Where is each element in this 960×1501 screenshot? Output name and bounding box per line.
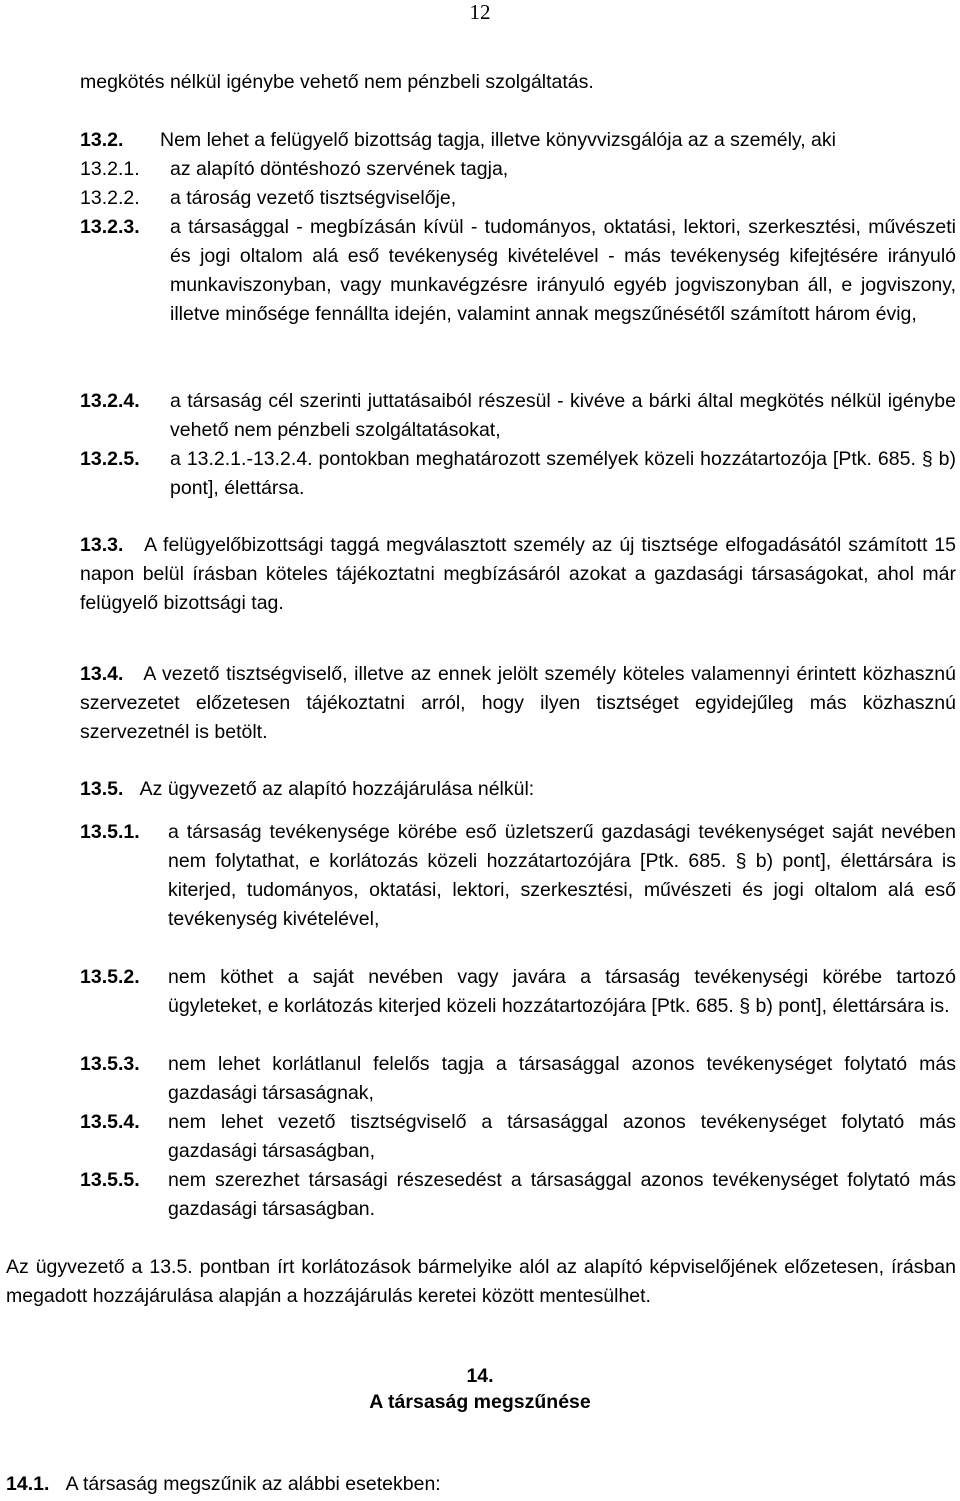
- section-number: 13.5.: [80, 778, 124, 800]
- item-text: az alapító döntéshozó szervének tagja,: [170, 158, 509, 180]
- item-text: nem lehet korlátlanul felelős tagja a társasággal azonos tevékenységet folytató más gazdasági társaságnak,: [168, 1053, 956, 1104]
- item-number: 13.2.2.: [80, 187, 140, 209]
- section-13-4: [80, 660, 956, 747]
- item-13-5-3: [80, 1050, 956, 1108]
- section-14-number: 14.: [466, 1365, 494, 1387]
- item-text: a 13.2.1.-13.2.4. pontokban meghatározott személyek közeli hozzátartozója [Ptk. 685. § b) pont], élettársa.: [170, 448, 956, 499]
- item-number: 13.2.1.: [80, 158, 140, 180]
- item-number: 13.5.1.: [80, 821, 140, 843]
- section-number: 13.2.: [80, 129, 124, 151]
- section-number: 13.4.: [80, 663, 124, 685]
- section-14-1: [6, 1470, 956, 1499]
- item-number: 13.2.4.: [80, 390, 140, 412]
- section-text: Nem lehet a felügyelő bizottság tagja, illetve könyvvizsgálója az a személy, aki: [160, 129, 836, 151]
- section-text: A társaság megszűnik az alábbi esetekben:: [65, 1473, 441, 1495]
- section-text: Az ügyvezető az alapító hozzájárulása nélkül:: [139, 778, 535, 800]
- item-13-5-5: [80, 1166, 956, 1224]
- item-text: nem lehet vezető tisztségviselő a társasággal azonos tevékenységet folytató más gazdasági társaságban,: [168, 1111, 956, 1162]
- item-13-5-2: [80, 963, 956, 1021]
- item-13-2-1: [80, 155, 956, 184]
- item-text: a tároság vezető tisztségviselője,: [170, 187, 457, 209]
- item-13-5-1: [80, 818, 956, 934]
- item-13-2-3: [80, 213, 956, 329]
- item-number: 13.2.5.: [80, 448, 140, 470]
- item-number: 13.5.5.: [80, 1169, 140, 1191]
- item-text: nem szerezhet társasági részesedést a társasággal azonos tevékenységet folytató más gazdasági társaságban.: [168, 1169, 956, 1220]
- item-13-2-4: [80, 387, 956, 445]
- intro-line: megkötés nélkül igénybe vehető nem pénzbeli szolgáltatás.: [80, 71, 594, 93]
- item-13-5-4: [80, 1108, 956, 1166]
- item-number: 13.5.2.: [80, 966, 140, 988]
- section-number: 14.1.: [6, 1473, 50, 1495]
- item-text: nem köthet a saját nevében vagy javára a társaság tevékenységi körébe tartozó ügyleteket, e korlátozás kiterjed közeli hozzátartozójára [Ptk. 685. § b) pont], élettársára is.: [168, 966, 956, 1017]
- exemption-paragraph: Az ügyvezető a 13.5. pontban írt korlátozások bármelyike alól az alapító képviselőjének előzetesen, írásban megadott hozzájárulása alapján a hozzájárulás keretei között mentesülhet.: [6, 1256, 956, 1307]
- item-number: 13.2.3.: [80, 216, 140, 238]
- section-number: 13.3.: [80, 534, 124, 556]
- section-text: A felügyelőbizottsági taggá megválasztott személy az új tisztsége elfogadásától számított 15 napon belül írásban köteles tájékoztatni megbízásáról azokat a gazdasági társaságokat, ahol már felügyelő bizottsági tag.: [80, 534, 956, 614]
- item-13-2-5: [80, 445, 956, 503]
- item-13-2-2: [80, 184, 956, 213]
- item-text: a társaság tevékenysége körébe eső üzletszerű gazdasági tevékenységet saját nevében nem folytathat, e korlátozás közeli hozzátartozójára [Ptk. 685. § b) pont], élettársára is kiterjed, tudományos, oktatási, lektori, szerkesztési, művészeti és jogi oltalom alá eső tevékenység kivételével,: [168, 821, 956, 930]
- page-number: 12: [469, 0, 491, 24]
- section-13-5: [80, 775, 956, 804]
- section-14-title: A társaság megszűnése: [369, 1391, 591, 1413]
- section-13-2: [80, 126, 956, 155]
- section-13-3: [80, 531, 956, 618]
- item-number: 13.5.3.: [80, 1053, 140, 1075]
- item-text: a társaság cél szerinti juttatásaiból részesül - kivéve a bárki által megkötés nélkül igénybe vehető nem pénzbeli szolgáltatásokat,: [170, 390, 956, 441]
- section-text: A vezető tisztségviselő, illetve az ennek jelölt személy köteles valamennyi érintett közhasznú szervezetet előzetesen tájékoztatni arról, hogy ilyen tisztséget egyidejűleg más közhasznú szervezetnél is betölt.: [80, 663, 956, 743]
- item-number: 13.5.4.: [80, 1111, 140, 1133]
- item-text: a társasággal - megbízásán kívül - tudományos, oktatási, lektori, szerkesztési, művészeti és jogi oltalom alá eső tevékenység kivételével - más tevékenység kifejtésére irányuló munkaviszonyban, vagy munkavégzésre irányuló egyéb jogviszonyban áll, e jogviszony, illetve minősége fennállta idején, valamint annak megszűnésétől számított három évig,: [170, 216, 956, 325]
